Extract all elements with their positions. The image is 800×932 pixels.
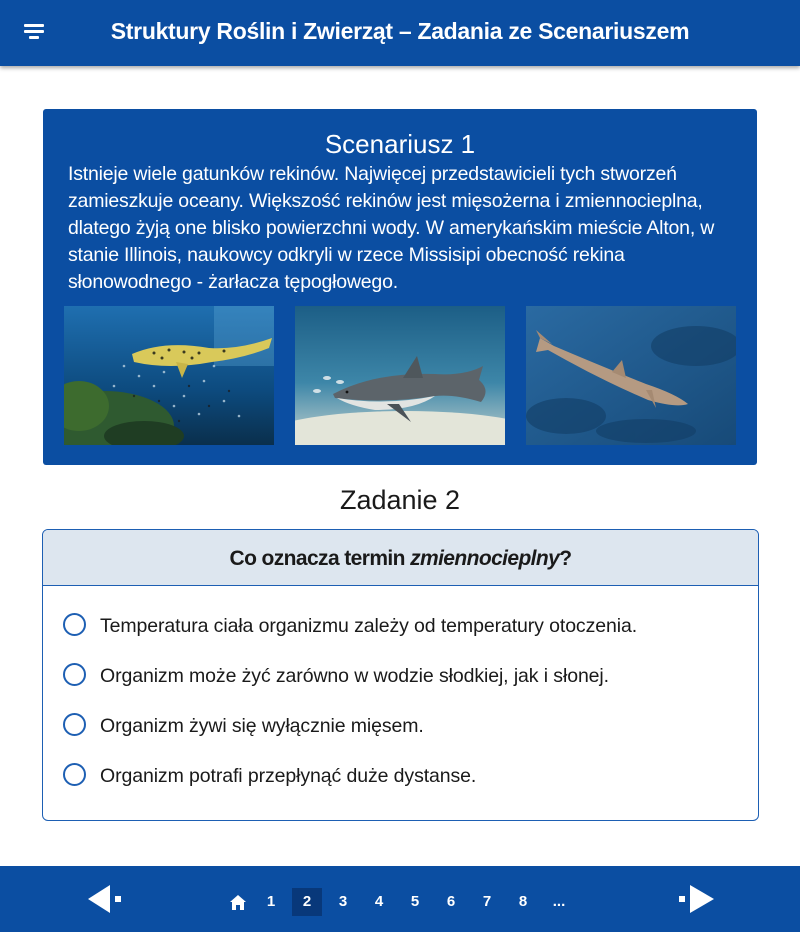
radio-button[interactable] [63,613,86,636]
answer-options [43,602,758,802]
scenario-title: Scenariusz 1 [324,129,476,159]
question-prefix: Co oznacza termin [229,547,411,570]
question-header [43,530,758,586]
previous-arrow-icon[interactable] [88,884,128,914]
bottom-nav [0,866,800,932]
page-8[interactable]: 8 [518,893,528,910]
page-6[interactable]: 6 [446,893,456,910]
radio-button[interactable] [63,713,86,736]
radio-button[interactable] [63,763,86,786]
next-arrow-icon[interactable] [674,884,714,914]
zebra-shark-photo [64,306,274,445]
answer-option-2[interactable] [43,652,758,702]
page-1[interactable]: 1 [266,893,276,910]
answer-option-4[interactable] [43,752,758,802]
radio-button[interactable] [63,663,86,686]
more-pages[interactable]: ... [552,893,566,910]
page-5[interactable]: 5 [410,893,420,910]
task-title: Zadanie 2 [339,485,461,515]
answer-label: Organizm żywi się wyłącznie mięsem. [100,715,424,737]
answer-label: Organizm potrafi przepłynąć duże dystanse. [100,765,477,787]
question-suffix: ? [559,547,572,570]
bull-shark-photo [526,306,736,445]
answer-label: Organizm może żyć zarówno w wodzie słodkiej, jak i słonej. [100,665,609,687]
question-card [42,529,759,821]
page-4[interactable]: 4 [374,893,384,910]
pagination [224,887,574,917]
tiger-shark-photo [295,306,505,445]
question-term: zmiennocieplny [410,547,560,570]
answer-option-1[interactable] [43,602,758,652]
top-bar [0,0,800,66]
scenario-panel [43,109,757,465]
home-icon[interactable] [224,888,252,916]
page-7[interactable]: 7 [482,893,492,910]
answer-option-3[interactable] [43,702,758,752]
answer-label: Temperatura ciała organizmu zależy od temperatury otoczenia. [100,615,638,637]
page-3[interactable]: 3 [338,893,348,910]
scenario-text: Istnieje wiele gatunków rekinów. Najwięcej przedstawicieli tych stworzeń zamieszkuje oceany. Większość rekinów jest mięsożerna i zmiennocieplna, dlatego żyją one blisko powierzchni wody. W amerykańskim mieście Alton, w stanie Illinois, naukowcy odkryli w rzece Missisipi obecność rekina słonowodnego - żarłacza tępogłowego. [68,163,715,293]
page-title: Struktury Roślin i Zwierząt – Zadania ze Scenariuszem [110,18,690,44]
page-2[interactable]: 2 [292,888,322,916]
menu-icon[interactable] [24,24,44,42]
